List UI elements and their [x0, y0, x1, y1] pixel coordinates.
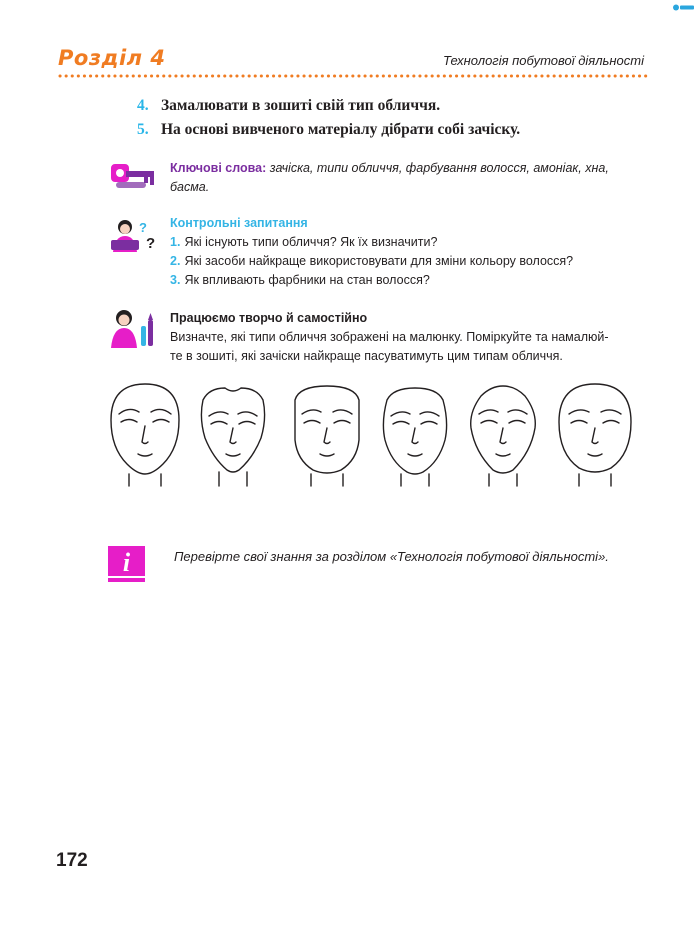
task-item	[137, 96, 520, 120]
question-text: Які засоби найкраще використовувати для зміни кольору волосся?	[184, 254, 574, 268]
girl-creative-icon	[108, 308, 156, 348]
face-drawing	[295, 386, 359, 486]
key-words	[170, 159, 645, 197]
face-drawing	[201, 388, 264, 486]
question-item	[170, 233, 645, 252]
publisher-logo-icon	[673, 3, 695, 12]
question-item	[170, 252, 645, 271]
face-drawing	[111, 384, 179, 486]
page-number: 172	[56, 850, 88, 871]
task-number: 5.	[137, 121, 149, 138]
creative-task	[170, 309, 645, 366]
question-text: Як впливають фарбники на стан волосся?	[184, 273, 430, 287]
key-words-label: Ключові слова:	[170, 161, 267, 175]
info-text: Перевірте свої знання за розділом «Технологія побутової діяльності».	[174, 549, 609, 564]
question-text: Які існують типи обличчя? Як їх визначити?	[184, 235, 438, 249]
task-number: 4.	[137, 97, 149, 114]
question-item	[170, 271, 645, 290]
task-text: Замалювати в зошиті свій тип обличчя.	[161, 97, 441, 114]
questions-title: Контрольні запитання	[170, 216, 308, 230]
face-drawing	[559, 384, 631, 486]
control-questions	[170, 214, 645, 290]
svg-text:?: ?	[146, 235, 156, 252]
creative-text-line: Визначте, які типи обличчя зображені на малюнку. Поміркуйте та намалюй-	[170, 330, 609, 344]
question-number: 2.	[170, 254, 181, 268]
key-icon	[108, 160, 158, 192]
task-item	[137, 120, 520, 144]
face-drawing	[383, 388, 446, 486]
creative-title: Працюємо творчо й самостійно	[170, 311, 368, 325]
header-divider	[58, 73, 648, 79]
question-number: 3.	[170, 273, 181, 287]
key-words-text-cont: басма.	[170, 180, 210, 194]
chapter-label: Розділ 4	[58, 46, 166, 70]
question-number: 1.	[170, 235, 181, 249]
creative-text-line: те в зошиті, які зачіски найкраще пасуватимуть цим типам обличчя.	[170, 349, 563, 363]
task-text: На основі вивченого матеріалу дібрати собі зачіску.	[161, 121, 521, 138]
svg-text:?: ?	[139, 220, 147, 235]
section-title: Технологія побутової діяльності	[442, 53, 644, 68]
face-types-illustration	[105, 378, 645, 488]
girl-question-icon	[107, 218, 159, 254]
face-drawing	[471, 386, 536, 486]
key-words-text: зачіска, типи обличчя, фарбування волосся, амоніак, хна,	[269, 161, 609, 175]
info-icon	[108, 546, 145, 582]
task-list	[137, 96, 520, 144]
info-icon-letter: i	[122, 548, 131, 577]
